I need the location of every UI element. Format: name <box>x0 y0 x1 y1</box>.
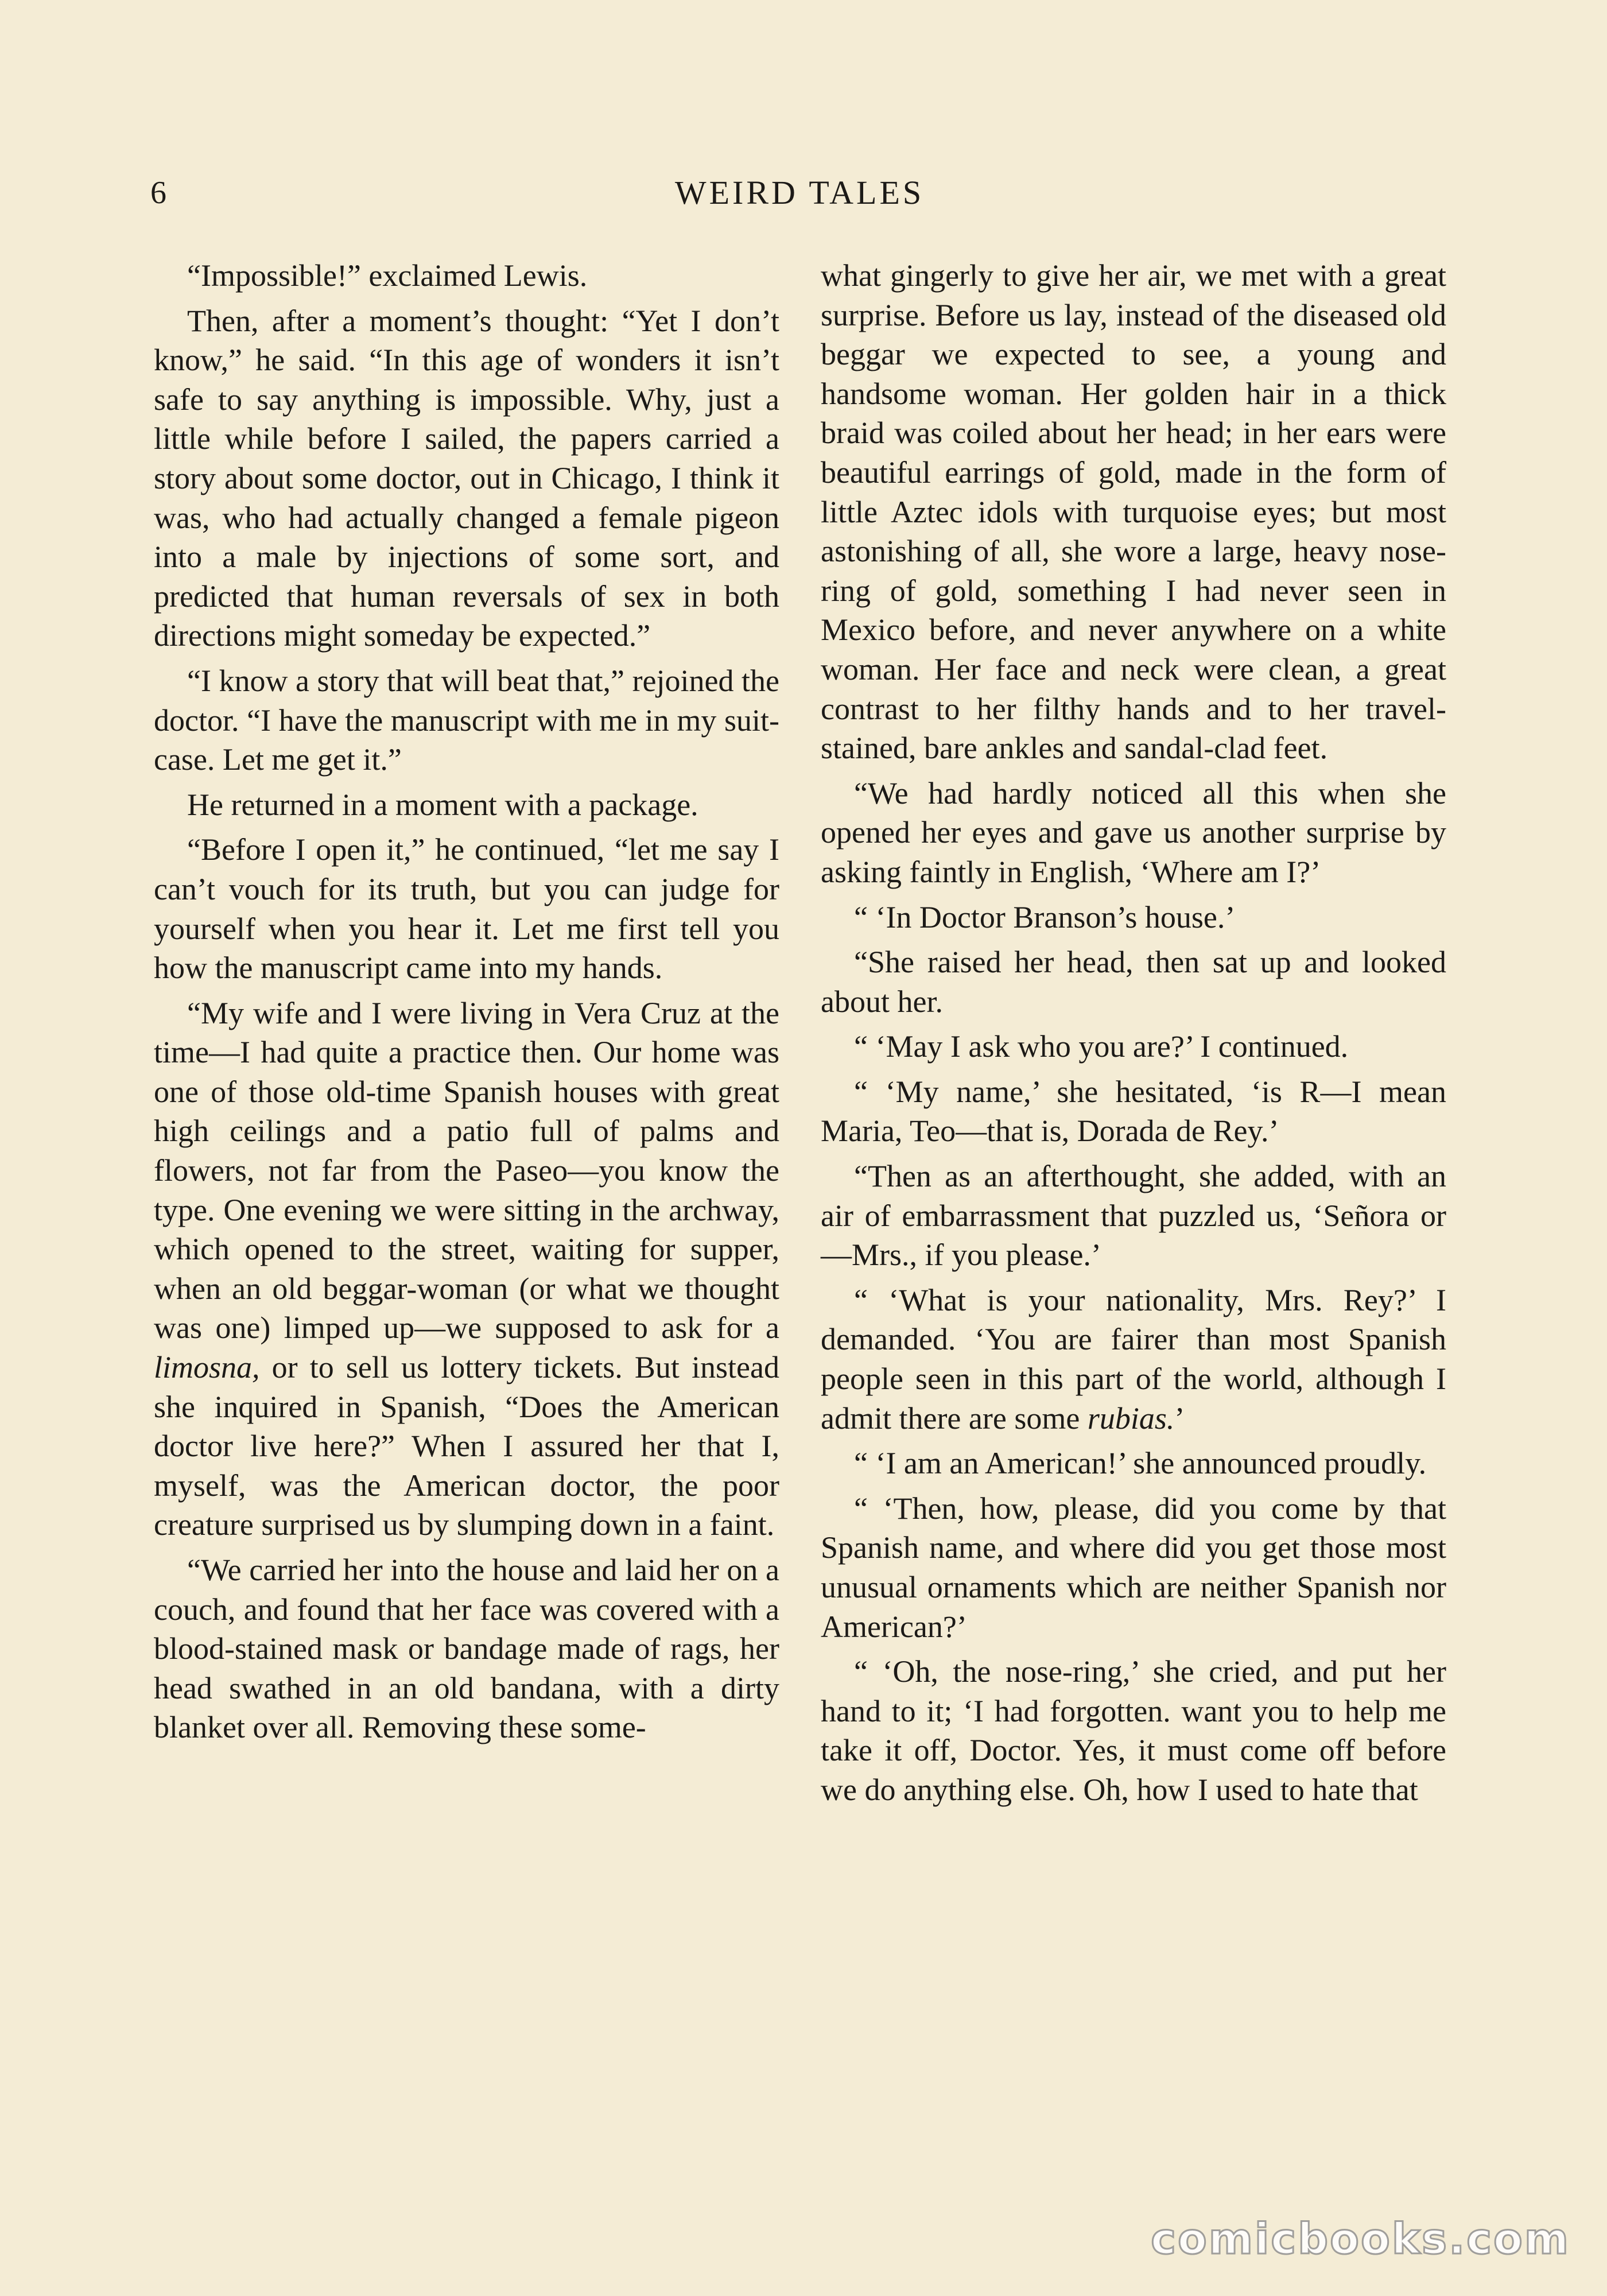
paragraph <box>154 994 779 1545</box>
right-column <box>821 256 1446 1816</box>
paragraph: Then, after a moment’s thought: “Yet I don’t know,” he said. “In this age of wonders it isn’t safe to say anything is impossible. Why, just a little while before I sailed, the papers carried a story about some doctor, out in Chicago, I think it was, who had actually changed a female pigeon into a male by injections of some sort, and predicted that human reversals of sex in both directions might someday be expected.” <box>154 303 779 653</box>
paragraph: “Before I open it,” he continued, “let me say I can’t vouch for its truth, but you can judge for yourself when you hear it. Let me first tell you how the manuscript came into my hands. <box>154 832 779 986</box>
paragraph: “ ‘In Doctor Branson’s house.’ <box>854 899 1236 934</box>
paragraph: “Impossible!” exclaimed Lewis. <box>187 258 588 293</box>
paragraph: “ ‘May I ask who you are?’ I continued. <box>854 1029 1349 1064</box>
paragraph-continued: what gingerly to give her air, we met with a great surprise. Before us lay, instead of the diseased old beggar we expected to see, a young and handsome woman. Her golden hair in a thick braid was coiled about her head; in her ears were beautiful earrings of gold, made in the form of little Aztec idols with turquoise eyes; but most astonishing of all, she wore a large, heavy nose-ring of gold, something I had never seen in Mexico before, and never anywhere on a white woman. Her face and neck were clean, a great contrast to her filthy hands and to her travel-stained, bare ankles and sandal-clad feet. <box>821 258 1446 766</box>
paragraph: “Then as an afterthought, she added, with an air of embarrassment that puzzled us, ‘Señora or—Mrs., if you please.’ <box>821 1159 1446 1273</box>
paragraph-text: or to sell us lottery tickets. But instead she inquired in Spanish, “Does the American doctor live here?” When I assured her that I, myself, was the American doctor, the poor creature surprised us by slumping down in a faint. <box>154 1350 779 1542</box>
paragraph-text: ’ <box>1174 1401 1185 1436</box>
paragraph: He returned in a moment with a package. <box>187 787 698 822</box>
paragraph: “We had hardly noticed all this when she opened her eyes and gave us another surprise by asking faintly in English, ‘Where am I?’ <box>821 775 1446 889</box>
paragraph-text: “ ‘What is your nationality, Mrs. Rey?’ I demanded. ‘You are fairer than most Spanish people seen in this part of the world, although I admit there are some <box>821 1282 1446 1436</box>
paragraph <box>821 1281 1446 1438</box>
paragraph: “She raised her head, then sat up and looked about her. <box>821 945 1446 1019</box>
paragraph: “ ‘My name,’ she hesitated, ‘is R—I mean Maria, Teo—that is, Dorada de Rey.’ <box>821 1074 1446 1149</box>
italic-term-rubias: rubias. <box>1087 1401 1175 1436</box>
paragraph: “We carried her into the house and laid her on a couch, and found that her face was covered with a blood-stained mask or bandage made of rags, her head swathed in an old bandana, with a dirty blanket over all. Removing these some- <box>154 1553 779 1745</box>
watermark-logo: comicbooks.com <box>1151 2214 1570 2264</box>
page-number: 6 <box>150 175 166 211</box>
left-column <box>154 256 779 1753</box>
paragraph: “ ‘I am an American!’ she announced proudly. <box>854 1446 1427 1481</box>
paragraph: “ ‘Then, how, please, did you come by that Spanish name, and where did you get those most unusual ornaments which are neither Spanish nor American?’ <box>821 1491 1446 1644</box>
page-header <box>150 170 1449 216</box>
paragraph: “ ‘Oh, the nose-ring,’ she cried, and put her hand to it; ‘I had forgotten. want you to help me take it off, Doctor. Yes, it must come off before we do anything else. Oh, how I used to hate that <box>821 1654 1446 1807</box>
running-head-title: WEIRD TALES <box>674 174 925 211</box>
italic-term-limosna: limosna, <box>154 1350 260 1385</box>
paragraph-text: “My wife and I were living in Vera Cruz at the time—I had quite a practice then. Our home was one of those old-time Spanish houses with great high ceilings and a patio full of palms and flowers, not far from the Paseo—you know the type. One evening we were sitting in the archway, which opened to the street, waiting for supper, when an old beggar-woman (or what we thought was one) limped up—we supposed to ask for a <box>154 995 779 1345</box>
paragraph: “I know a story that will beat that,” rejoined the doctor. “I have the manuscript with me in my suit-case. Let me get it.” <box>154 663 779 777</box>
